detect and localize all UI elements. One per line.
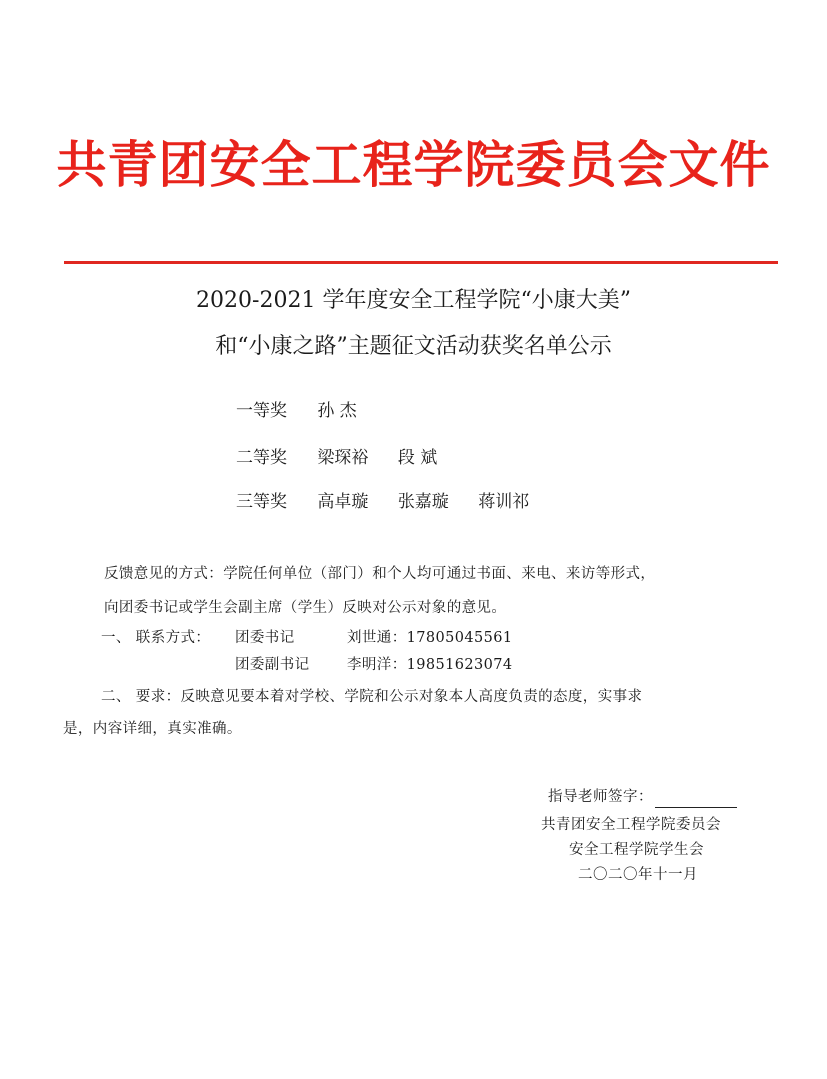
winner-name: 蒋训祁 xyxy=(478,492,530,512)
issuing-org-2: 安全工程学院学生会 xyxy=(569,842,704,858)
signature-blank-underline xyxy=(655,789,737,808)
header-divider-rule xyxy=(64,261,778,264)
issuing-org-1: 共青团安全工程学院委员会 xyxy=(541,817,721,833)
winner-name: 梁琛裕 xyxy=(317,448,369,468)
contact-section-label: 一、 联系方式： xyxy=(101,630,211,646)
award-row-first-prize xyxy=(236,398,381,424)
winner-name: 张嘉璇 xyxy=(397,492,449,512)
contact-person-phone: 李明洋：19851623074 xyxy=(347,657,513,673)
notice-title-line-1: 2020-2021 学年度安全工程学院“小康大美” xyxy=(196,288,631,313)
feedback-text-line-2: 向团委书记或学生会副主席（学生）反映对公示对象的意见。 xyxy=(104,600,507,616)
contact-role: 团委书记 xyxy=(235,630,295,646)
award-row-third-prize xyxy=(236,489,553,515)
award-level-label: 二等奖 xyxy=(236,448,287,468)
advisor-signature-label: 指导老师签字： xyxy=(548,789,653,805)
award-row-second-prize xyxy=(236,445,461,471)
contact-row-2 xyxy=(0,654,827,676)
advisor-signature-line xyxy=(548,786,737,808)
document-header-title: 共青团安全工程学院委员会文件 xyxy=(56,136,771,194)
contact-person-phone: 刘世通：17805045561 xyxy=(347,630,513,646)
requirement-text-line-1: 二、 要求：反映意见要本着对学校、学院和公示对象本人高度负责的态度，实事求 xyxy=(101,689,643,705)
winner-name: 段 斌 xyxy=(397,448,438,468)
winner-name: 孙 杰 xyxy=(317,401,357,421)
award-level-label: 一等奖 xyxy=(236,401,287,421)
feedback-text-line-1: 反馈意见的方式：学院任何单位（部门）和个人均可通过书面、来电、来访等形式， xyxy=(104,566,656,582)
requirement-text-line-2: 是，内容详细，真实准确。 xyxy=(63,721,242,737)
contact-row-1 xyxy=(0,627,827,649)
notice-title-line-2: 和“小康之路”主题征文活动获奖名单公示 xyxy=(215,334,612,359)
winner-name: 高卓璇 xyxy=(317,492,369,512)
issue-date: 二〇二〇年十一月 xyxy=(578,867,698,883)
award-level-label: 三等奖 xyxy=(236,492,287,512)
contact-role: 团委副书记 xyxy=(235,657,310,673)
